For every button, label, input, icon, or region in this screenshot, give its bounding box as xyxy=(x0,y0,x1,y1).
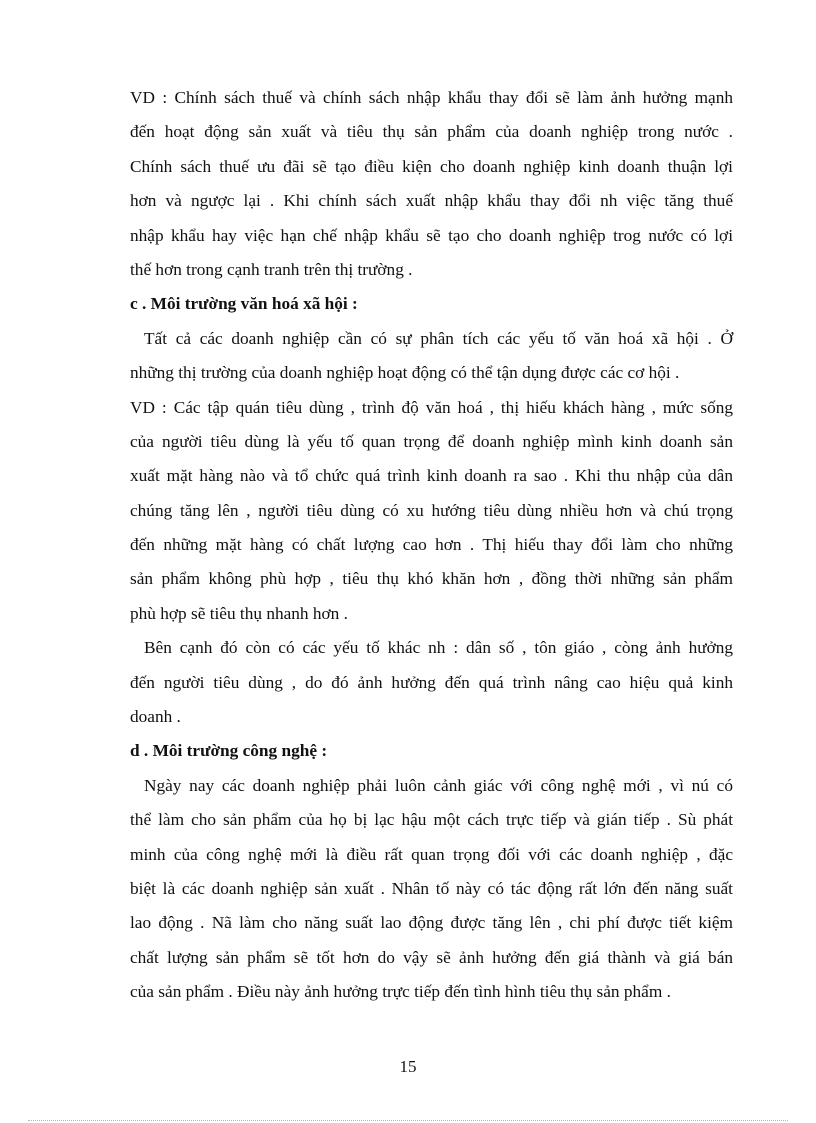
text-line: Bên cạnh đó còn có các yếu tố khác nh : dân số , tôn giáo , còng ảnh hưởng xyxy=(144,638,733,658)
text-line: chúng tăng lên , người tiêu dùng có xu hướng tiêu dùng nhiều hơn và chú trọng xyxy=(130,500,733,520)
text-line: của sản phẩm . Điều này ảnh hưởng trực tiếp đến tình hình tiêu thụ sản phẩm . xyxy=(130,982,671,1002)
section-heading-d: d . Môi trường công nghệ : xyxy=(130,741,328,761)
text-line: đến hoạt động sản xuất và tiêu thụ sản phẩm của doanh nghiệp trong nước . xyxy=(130,122,733,142)
footer-divider xyxy=(28,1120,788,1121)
text-line: Chính sách thuế ưu đãi sẽ tạo điều kiện cho doanh nghiệp kinh doanh thuận lợi xyxy=(130,156,733,176)
body-text xyxy=(130,81,733,1010)
page-number: 15 xyxy=(399,1057,417,1076)
text-line: của người tiêu dùng là yếu tố quan trọng để doanh nghiệp mình kinh doanh sản xyxy=(130,431,733,451)
text-line: những thị trường của doanh nghiệp hoạt động có thể tận dụng được các cơ hội . xyxy=(130,363,680,383)
text-line: VD : Các tập quán tiêu dùng , trình độ văn hoá , thị hiếu khách hàng , mức sống xyxy=(130,397,733,417)
text-line: đến người tiêu dùng , do đó ảnh hưởng đến quá trình nâng cao hiệu quả kinh xyxy=(130,672,733,692)
text-line: lao động . Nã làm cho năng suất lao động được tăng lên , chi phí được tiết kiệm xyxy=(130,913,733,933)
section-heading-c: c . Môi trường văn hoá xã hội : xyxy=(130,294,358,314)
text-line: Tất cả các doanh nghiệp cần có sự phân tích các yếu tố văn hoá xã hội . Ở xyxy=(144,328,733,348)
text-line: sản phẩm không phù hợp , tiêu thụ khó khăn hơn , đồng thời những sản phẩm xyxy=(130,569,733,589)
text-line: đến những mặt hàng có chất lượng cao hơn . Thị hiếu thay đổi làm cho những xyxy=(130,535,733,555)
text-line: Ngày nay các doanh nghiệp phải luôn cảnh giác với công nghệ mới , vì nú có xyxy=(144,775,733,795)
text-line: chất lượng sản phẩm sẽ tốt hơn do vậy sẽ ảnh hưởng đến giá thành và giá bán xyxy=(130,947,733,967)
text-line: thể làm cho sản phẩm của họ bị lạc hậu một cách trực tiếp và gián tiếp . Sù phát xyxy=(130,810,733,830)
text-line: hơn và ngược lại . Khi chính sách xuất nhập khẩu thay đổi nh việc tăng thuế xyxy=(130,191,733,211)
text-line: thế hơn trong cạnh tranh trên thị trường . xyxy=(130,259,413,279)
text-line: xuất mặt hàng nào và tổ chức quá trình kinh doanh ra sao . Khi thu nhập của dân xyxy=(130,466,733,486)
text-line: phù hợp sẽ tiêu thụ nhanh hơn . xyxy=(130,603,348,623)
text-line: doanh . xyxy=(130,707,181,727)
text-line: minh của công nghệ mới là điều rất quan trọng đối với các doanh nghiệp , đặc xyxy=(130,844,733,864)
text-line: VD : Chính sách thuế và chính sách nhập khẩu thay đổi sẽ làm ảnh hưởng mạnh xyxy=(130,88,733,107)
text-line: biệt là các doanh nghiệp sản xuất . Nhân tố này có tác động rất lớn đến năng suất xyxy=(130,878,733,898)
text-line: nhập khẩu hay việc hạn chế nhập khẩu sẽ tạo cho doanh nghiệp trog nước có lợi xyxy=(130,225,733,245)
